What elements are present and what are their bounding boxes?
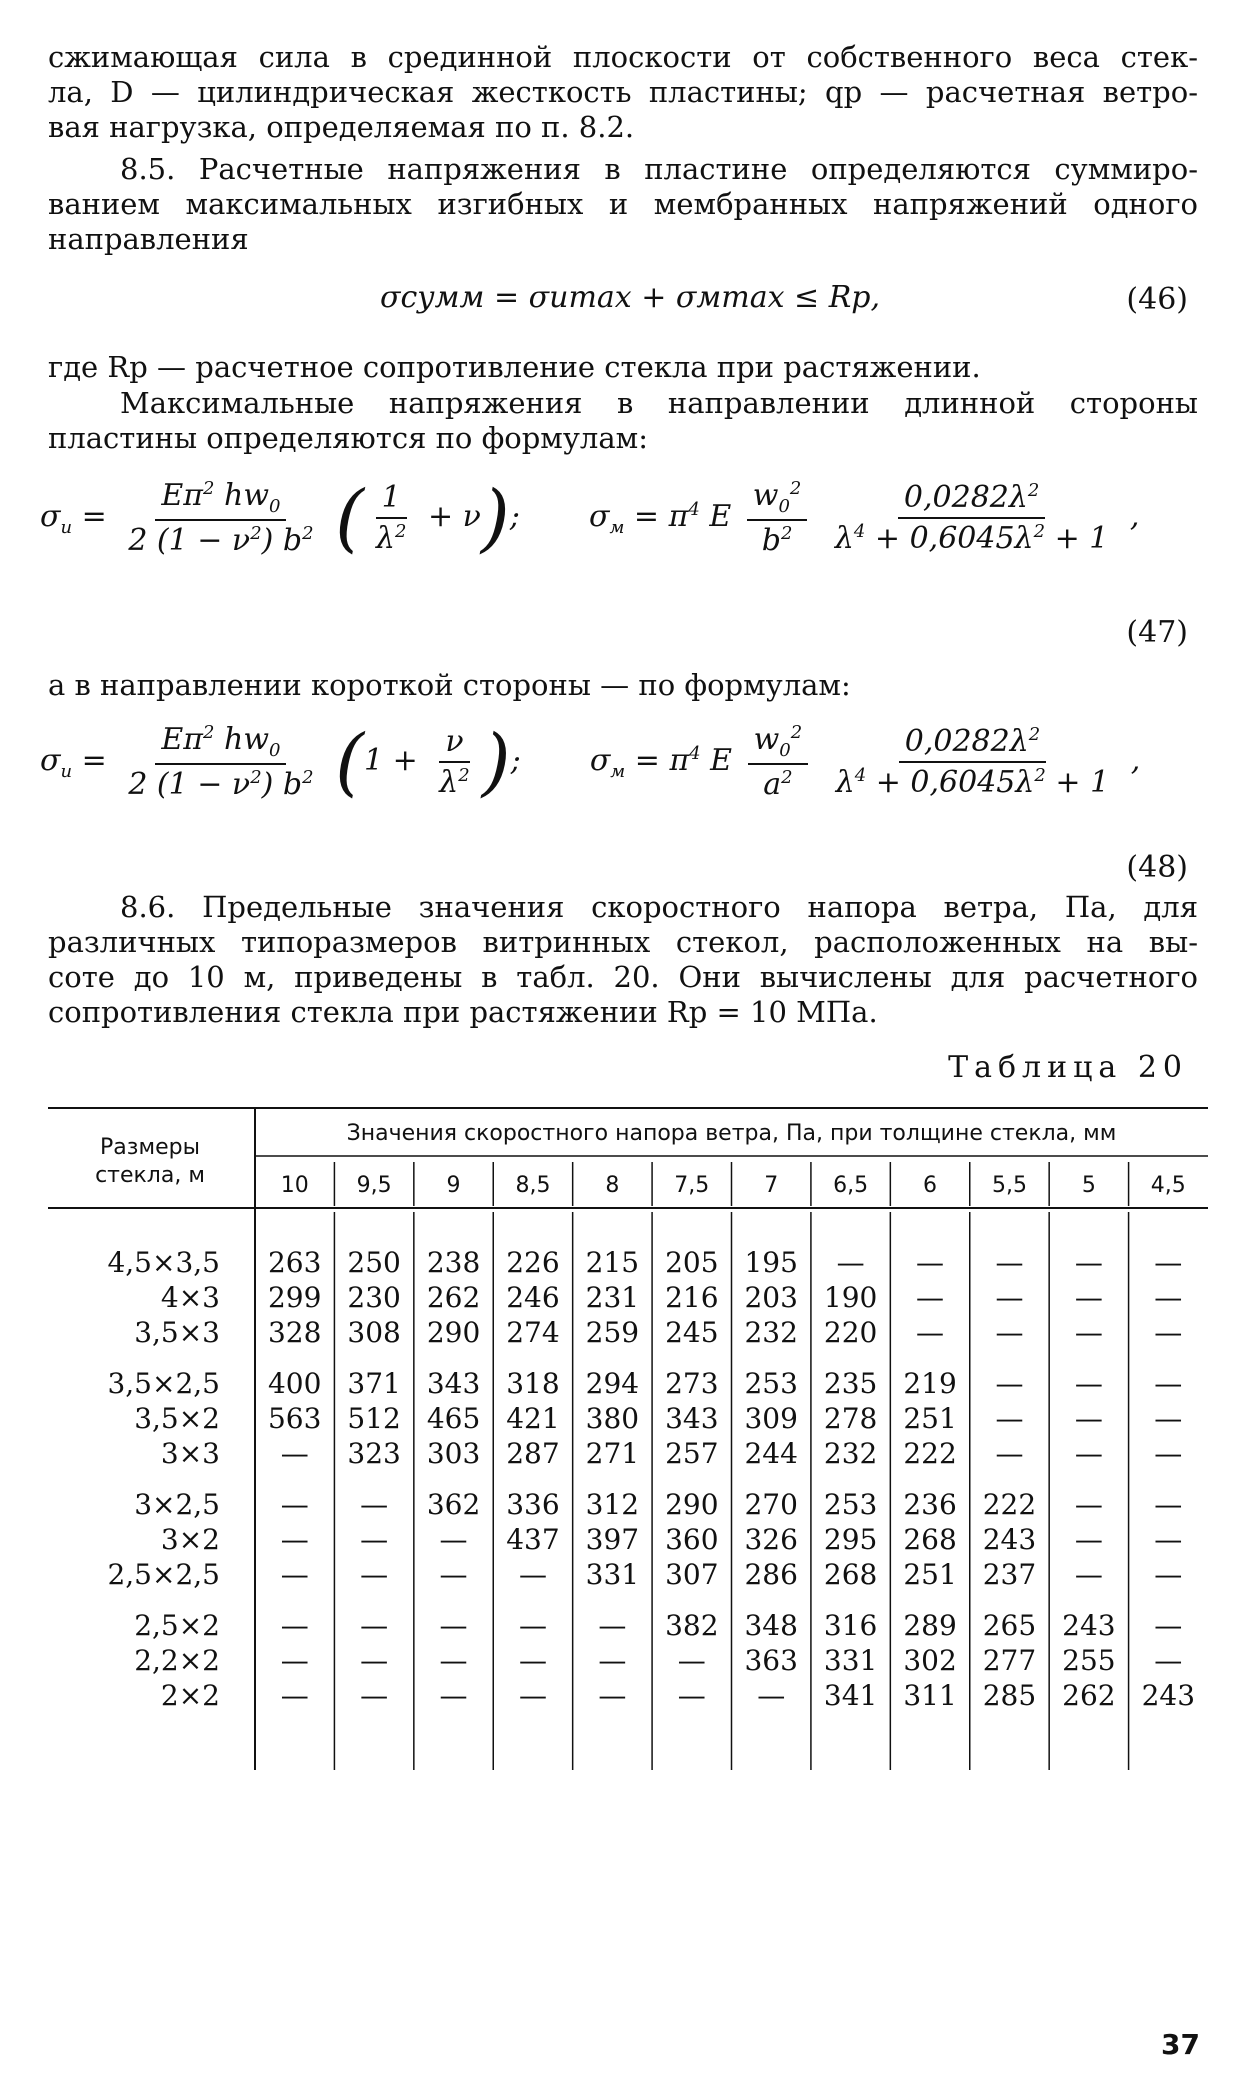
table-cell: — [916,1246,945,1279]
table-cell: 222 [903,1437,957,1470]
table-cell: — [360,1644,389,1677]
table-cell: 243 [982,1523,1037,1556]
table-cell: 262 [426,1281,481,1314]
table-cell: 270 [744,1488,798,1521]
table-cell: — [360,1558,389,1591]
table-cell: 421 [506,1402,560,1435]
text-line: Максимальные напряжения в направлении длинной стороны [120,386,1198,420]
thickness-header: 8,5 [515,1173,551,1198]
table-cell: 251 [903,1558,957,1591]
text-line: соте до 10 м, приведены в табл. 20. Они вычислены для расчетного [48,960,1198,994]
table-cell: 235 [823,1367,878,1400]
table-cell: — [1154,1523,1183,1556]
table-cell: 331 [823,1644,878,1677]
table-cell: 245 [665,1316,719,1349]
table-cell: — [1074,1558,1103,1591]
table-cell: 287 [506,1437,560,1470]
table-cell: 246 [506,1281,560,1314]
wind-pressure-table [0,1100,1248,1820]
table-cell: — [1154,1488,1183,1521]
table-cell: — [360,1523,389,1556]
text-line: вая нагрузка, определяемая по п. 8.2. [48,110,635,144]
table-cell: 290 [426,1316,481,1349]
table-cell: 323 [347,1437,401,1470]
table-cell: — [280,1679,309,1712]
table-cell: — [1154,1246,1183,1279]
table-cell: — [280,1488,309,1521]
thickness-header: 7 [764,1173,779,1198]
table-cell: — [995,1246,1024,1279]
equation-48: $\sigma_и$ = $\frac{E\pi^2 hw_0}{2 (1 - \nu^2) b^2}$ (1 + $\frac{\nu}{\lambda^2}$ ); $\sigma_м = \pi^4$ E $\frac{w_0^2}{a^2}$ $\frac{0,0282\lambda^2}{\lambda^4 + 0,6045\lambda^2 + 1}$ , [40,719,1141,805]
table-cell: 238 [426,1246,481,1279]
table-cell: 341 [823,1679,878,1712]
table-cell: 251 [903,1402,957,1435]
table-cell: 277 [982,1644,1037,1677]
table-cell: 226 [506,1246,560,1279]
row-size-label: 2,5×2 [134,1609,220,1642]
table-cell: — [1074,1402,1103,1435]
table-cell: 243 [1141,1679,1196,1712]
table-cell: — [995,1402,1024,1435]
table-cell: 326 [744,1523,798,1556]
table-cell: — [360,1679,389,1712]
table-cell: 203 [744,1281,798,1314]
table-cell: — [1074,1367,1103,1400]
row-size-label: 2×2 [160,1679,220,1712]
paragraph-long-side [48,386,1198,456]
table-cell: — [1154,1609,1183,1642]
table-cell: — [677,1679,706,1712]
row-size-label: 3×2,5 [134,1488,220,1521]
table-cell: — [836,1246,865,1279]
paragraph-rp-definition [48,350,1198,385]
equation-47: $\sigma_и$ = $\frac{E\pi^2 hw_0}{2 (1 - \nu^2) b^2}$ ( $\frac{1}{\lambda^2}$ + ν); $\sigma_м = \pi^4$ E $\frac{w_0^2}{b^2}$ $\frac{0,0282\lambda^2}{\lambda^4 + 0,6045\lambda^2 + 1}$ , [40,475,1140,561]
table-cell: — [598,1609,627,1642]
table-cell: 271 [585,1437,640,1470]
column-header-size: стекла, м [95,1163,205,1188]
table-cell: 437 [506,1523,560,1556]
table-cell: 303 [426,1437,481,1470]
table-cell: 232 [823,1437,878,1470]
table-cell: 328 [267,1316,322,1349]
table-cell: 308 [347,1316,401,1349]
table-cell: — [439,1609,468,1642]
table-cell: — [360,1609,389,1642]
table-cell: — [1154,1558,1183,1591]
text-line: направления [48,222,249,256]
text-line: 8.6. Предельные значения скоростного напора ветра, Па, для [120,890,1198,924]
group-header: Значения скоростного напора ветра, Па, при толщине стекла, мм [346,1121,1117,1146]
table-cell: 294 [585,1367,640,1400]
thickness-header: 10 [280,1173,309,1198]
table-cell: — [757,1679,786,1712]
table-cell: 362 [426,1488,481,1521]
table-cell: 336 [506,1488,560,1521]
table-cell: — [280,1609,309,1642]
text-line: сжимающая сила в срединной плоскости от собственного веса стек- [48,40,1198,74]
table-cell: 309 [744,1402,798,1435]
table-cell: — [518,1679,547,1712]
equation-number-48: (48) [1126,850,1188,885]
table-cell: 312 [585,1488,640,1521]
table-cell: — [1074,1281,1103,1314]
table-cell: — [1154,1316,1183,1349]
table-cell: 220 [823,1316,878,1349]
table-cell: 512 [347,1402,401,1435]
table-cell: 286 [744,1558,798,1591]
table-cell: 316 [823,1609,878,1642]
thickness-header: 7,5 [674,1173,710,1198]
table-cell: 262 [1062,1679,1116,1712]
table-cell: 311 [903,1679,957,1712]
paragraph-8-5 [48,152,1198,257]
table-cell: 285 [982,1679,1037,1712]
table-cell: 289 [903,1609,957,1642]
table-cell: — [439,1523,468,1556]
table-cell: 382 [665,1609,719,1642]
table-cell: — [1074,1316,1103,1349]
table-cell: 265 [982,1609,1037,1642]
thickness-header: 5,5 [991,1173,1027,1198]
table-cell: — [439,1558,468,1591]
thickness-header: 6 [923,1173,938,1198]
table-cell: 302 [903,1644,957,1677]
table-cell: 465 [426,1402,481,1435]
thickness-header: 5 [1081,1173,1096,1198]
table-cell: 563 [267,1402,322,1435]
table-cell: 290 [665,1488,719,1521]
table-cell: 273 [665,1367,719,1400]
table-cell: — [1154,1402,1183,1435]
paragraph-short-side [48,668,1198,703]
table-cell: 360 [665,1523,719,1556]
table-cell: — [1074,1246,1103,1279]
table-cell: — [916,1316,945,1349]
table-caption: Таблица 20 [948,1050,1188,1085]
table-cell: 219 [903,1367,957,1400]
equation-46: σсумм = σиmax + σмmax ≤ Rp, [380,280,881,315]
table-cell: 295 [823,1523,878,1556]
row-size-label: 3,5×3 [134,1316,220,1349]
table-cell: — [1074,1523,1103,1556]
table-cell: 331 [585,1558,640,1591]
thickness-header: 4,5 [1150,1173,1186,1198]
table-cell: — [677,1644,706,1677]
table-cell: — [995,1437,1024,1470]
table-cell: 400 [267,1367,322,1400]
row-size-label: 4×3 [160,1281,220,1314]
table-cell: 307 [665,1558,719,1591]
table-cell: 263 [267,1246,322,1279]
row-size-label: 3×2 [160,1523,220,1556]
table-cell: — [280,1644,309,1677]
thickness-header: 6,5 [833,1173,869,1198]
text-line: сопротивления стекла при растяжении Rр = 10 МПа. [48,995,878,1029]
table-cell: — [1154,1644,1183,1677]
table-cell: 259 [585,1316,640,1349]
table-cell: 216 [665,1281,719,1314]
table-cell: — [995,1281,1024,1314]
thickness-header: 9 [446,1173,461,1198]
text-line: 8.5. Расчетные напряжения в пластине определяются суммиро- [120,152,1198,186]
table-cell: 268 [903,1523,957,1556]
paragraph-8-6 [48,890,1198,1030]
table-cell: 253 [823,1488,878,1521]
row-size-label: 2,5×2,5 [107,1558,220,1591]
row-size-label: 2,2×2 [134,1644,220,1677]
table-cell: 244 [744,1437,798,1470]
paragraph-continuation [48,40,1198,145]
table-cell: 371 [347,1367,401,1400]
table-cell: 363 [744,1644,798,1677]
table-cell: — [518,1558,547,1591]
table-cell: — [995,1316,1024,1349]
table-cell: — [360,1488,389,1521]
row-size-label: 3,5×2,5 [107,1367,220,1400]
table-cell: 205 [665,1246,719,1279]
table-cell: 215 [585,1246,640,1279]
table-cell: — [1154,1281,1183,1314]
table-cell: 343 [665,1402,719,1435]
table-cell: 243 [1062,1609,1116,1642]
column-header-size: Размеры [100,1135,200,1160]
table-cell: — [1074,1488,1103,1521]
table-cell: — [598,1679,627,1712]
table-cell: 236 [903,1488,957,1521]
table-cell: 274 [506,1316,560,1349]
table-cell: — [439,1679,468,1712]
table-cell: 268 [823,1558,878,1591]
table-cell: 231 [585,1281,640,1314]
table-cell: 230 [347,1281,401,1314]
table-cell: — [1154,1437,1183,1470]
table-cell: — [439,1644,468,1677]
table-cell: 237 [982,1558,1037,1591]
table-cell: 250 [347,1246,401,1279]
table-cell: — [518,1609,547,1642]
row-size-label: 3×3 [160,1437,220,1470]
text-line: ванием максимальных изгибных и мембранных напряжений одного [48,187,1198,221]
table-cell: — [995,1367,1024,1400]
table-cell: 343 [426,1367,481,1400]
table-cell: — [280,1523,309,1556]
table-cell: 318 [506,1367,560,1400]
table-cell: 278 [823,1402,878,1435]
table-cell: 348 [744,1609,798,1642]
table-cell: — [598,1644,627,1677]
table-cell: 195 [744,1246,798,1279]
text-line: ла, D — цилиндрическая жесткость пластины; qр — расчетная ветро- [48,75,1198,109]
table-cell: — [280,1437,309,1470]
row-size-label: 3,5×2 [134,1402,220,1435]
table-cell: 255 [1062,1644,1116,1677]
text-line: где Rp — расчетное сопротивление стекла при растяжении. [48,350,981,384]
table-cell: 380 [585,1402,640,1435]
table-cell: 253 [744,1367,798,1400]
table-cell: — [916,1281,945,1314]
thickness-header: 8 [605,1173,620,1198]
table-cell: — [280,1558,309,1591]
table-cell: — [1154,1367,1183,1400]
table-cell: 232 [744,1316,798,1349]
equation-number-47: (47) [1126,615,1188,650]
page-number: 37 [1161,2028,1200,2061]
table-cell: 397 [585,1523,640,1556]
table-cell: 222 [982,1488,1037,1521]
table-cell: 257 [665,1437,719,1470]
table-cell: 299 [267,1281,322,1314]
row-size-label: 4,5×3,5 [107,1246,220,1279]
table-cell: — [1074,1437,1103,1470]
equation-number-46: (46) [1126,282,1188,317]
text-line: а в направлении короткой стороны — по формулам: [48,668,851,702]
text-line: различных типоразмеров витринных стекол, расположенных на вы- [48,925,1198,959]
thickness-header: 9,5 [356,1173,392,1198]
text-line: пластины определяются по формулам: [48,421,648,455]
table-cell: 190 [823,1281,878,1314]
table-cell: — [518,1644,547,1677]
